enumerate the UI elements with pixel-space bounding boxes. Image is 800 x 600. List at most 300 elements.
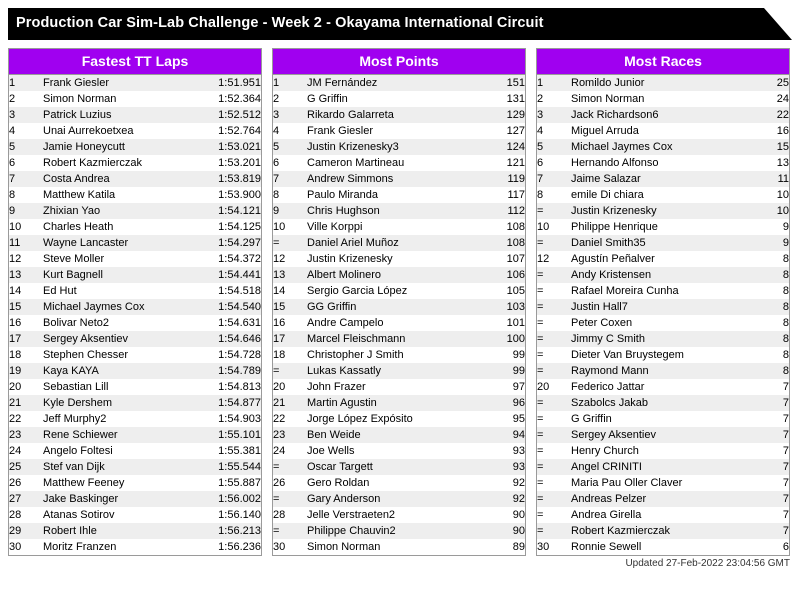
table-row — [9, 475, 261, 491]
row-position: 20 — [537, 379, 571, 395]
row-value: 105 — [467, 283, 525, 299]
table-row — [9, 363, 261, 379]
table-row — [273, 475, 525, 491]
row-position: 10 — [273, 219, 307, 235]
table-row — [273, 427, 525, 443]
row-driver-name: Jeff Murphy2 — [43, 411, 203, 427]
table-row — [9, 235, 261, 251]
updated-timestamp: Updated 27-Feb-2022 23:04:56 GMT — [625, 558, 790, 569]
row-driver-name: Jelle Verstraeten2 — [307, 507, 467, 523]
row-value: 92 — [467, 475, 525, 491]
table-row — [9, 171, 261, 187]
table-row — [273, 299, 525, 315]
table-row — [273, 315, 525, 331]
row-value: 94 — [467, 427, 525, 443]
row-position: 10 — [9, 219, 43, 235]
row-position: = — [537, 267, 571, 283]
row-value: 1:54.540 — [203, 299, 261, 315]
row-position: 5 — [9, 139, 43, 155]
row-driver-name: Philippe Henrique — [571, 219, 731, 235]
row-value: 95 — [467, 411, 525, 427]
row-value: 106 — [467, 267, 525, 283]
row-value: 24 — [731, 91, 789, 107]
table-row — [9, 395, 261, 411]
row-position: = — [273, 491, 307, 507]
row-value: 1:54.903 — [203, 411, 261, 427]
row-driver-name: Gero Roldan — [307, 475, 467, 491]
row-position: 8 — [9, 187, 43, 203]
panel-fastest-tt-laps — [8, 48, 262, 556]
row-value: 1:56.213 — [203, 523, 261, 539]
row-value: 1:56.002 — [203, 491, 261, 507]
table-row — [537, 91, 789, 107]
table-row — [537, 443, 789, 459]
panel-title-fastest-tt-laps: Fastest TT Laps — [9, 49, 261, 75]
row-value: 6 — [731, 539, 789, 555]
row-value: 7 — [731, 523, 789, 539]
row-driver-name: Jack Richardson6 — [571, 107, 731, 123]
table-row — [273, 267, 525, 283]
table-row — [537, 139, 789, 155]
row-position: 5 — [273, 139, 307, 155]
row-position: 12 — [273, 251, 307, 267]
row-driver-name: Frank Giesler — [43, 75, 203, 91]
table-row — [9, 155, 261, 171]
row-value: 1:54.372 — [203, 251, 261, 267]
row-value: 7 — [731, 379, 789, 395]
table-body-most-points — [273, 75, 525, 555]
row-value: 7 — [731, 411, 789, 427]
row-position: 2 — [9, 91, 43, 107]
table-fastest-tt-laps — [9, 75, 261, 555]
row-value: 7 — [731, 475, 789, 491]
row-driver-name: John Frazer — [307, 379, 467, 395]
table-row — [273, 507, 525, 523]
row-value: 1:56.140 — [203, 507, 261, 523]
row-value: 1:54.441 — [203, 267, 261, 283]
row-position: 1 — [9, 75, 43, 91]
row-driver-name: Szabolcs Jakab — [571, 395, 731, 411]
row-position: 4 — [273, 123, 307, 139]
table-row — [273, 155, 525, 171]
table-row — [537, 347, 789, 363]
table-row — [9, 91, 261, 107]
row-position: = — [273, 523, 307, 539]
row-value: 13 — [731, 155, 789, 171]
row-value: 1:53.819 — [203, 171, 261, 187]
row-value: 101 — [467, 315, 525, 331]
row-position: 22 — [9, 411, 43, 427]
row-position: 22 — [273, 411, 307, 427]
row-driver-name: Sergey Aksentiev — [571, 427, 731, 443]
row-position: 9 — [9, 203, 43, 219]
table-row — [537, 123, 789, 139]
row-driver-name: Daniel Ariel Muñoz — [307, 235, 467, 251]
leaderboard-columns — [8, 48, 792, 556]
row-value: 93 — [467, 459, 525, 475]
row-position: 4 — [537, 123, 571, 139]
row-position: 19 — [9, 363, 43, 379]
row-value: 10 — [731, 203, 789, 219]
table-row — [537, 75, 789, 91]
row-driver-name: Daniel Smith35 — [571, 235, 731, 251]
row-value: 1:55.101 — [203, 427, 261, 443]
table-most-points — [273, 75, 525, 555]
row-position: 21 — [9, 395, 43, 411]
row-value: 1:52.364 — [203, 91, 261, 107]
row-position: = — [273, 235, 307, 251]
row-driver-name: Ben Weide — [307, 427, 467, 443]
row-value: 7 — [731, 395, 789, 411]
row-value: 8 — [731, 299, 789, 315]
row-driver-name: Albert Molinero — [307, 267, 467, 283]
row-driver-name: Sebastian Lill — [43, 379, 203, 395]
table-row — [537, 379, 789, 395]
table-row — [9, 523, 261, 539]
row-driver-name: Cameron Martineau — [307, 155, 467, 171]
row-position: 6 — [273, 155, 307, 171]
row-position: = — [537, 203, 571, 219]
row-driver-name: Simon Norman — [307, 539, 467, 555]
row-driver-name: Andrew Simmons — [307, 171, 467, 187]
row-value: 127 — [467, 123, 525, 139]
row-position: 13 — [273, 267, 307, 283]
table-row — [9, 507, 261, 523]
table-row — [9, 411, 261, 427]
row-value: 15 — [731, 139, 789, 155]
row-driver-name: Raymond Mann — [571, 363, 731, 379]
row-value: 112 — [467, 203, 525, 219]
row-driver-name: Dieter Van Bruystegem — [571, 347, 731, 363]
table-row — [9, 491, 261, 507]
row-driver-name: Charles Heath — [43, 219, 203, 235]
row-position: 18 — [273, 347, 307, 363]
table-body-most-races — [537, 75, 789, 555]
row-driver-name: Jorge López Expósito — [307, 411, 467, 427]
row-driver-name: Justin Krizenesky3 — [307, 139, 467, 155]
table-row — [273, 331, 525, 347]
row-position: 16 — [273, 315, 307, 331]
row-position: 12 — [9, 251, 43, 267]
row-position: 26 — [273, 475, 307, 491]
row-position: = — [537, 491, 571, 507]
row-driver-name: Jamie Honeycutt — [43, 139, 203, 155]
row-driver-name: Sergio Garcia López — [307, 283, 467, 299]
row-driver-name: Justin Krizenesky — [571, 203, 731, 219]
row-position: 11 — [9, 235, 43, 251]
row-driver-name: Henry Church — [571, 443, 731, 459]
row-driver-name: emile Di chiara — [571, 187, 731, 203]
table-row — [273, 139, 525, 155]
row-value: 1:55.887 — [203, 475, 261, 491]
row-value: 131 — [467, 91, 525, 107]
row-value: 8 — [731, 251, 789, 267]
row-value: 1:52.764 — [203, 123, 261, 139]
row-driver-name: Simon Norman — [571, 91, 731, 107]
row-driver-name: Simon Norman — [43, 91, 203, 107]
row-driver-name: Ed Hut — [43, 283, 203, 299]
row-position: = — [537, 235, 571, 251]
row-driver-name: Rikardo Galarreta — [307, 107, 467, 123]
row-value: 8 — [731, 347, 789, 363]
table-row — [9, 539, 261, 555]
row-value: 1:54.125 — [203, 219, 261, 235]
row-driver-name: Rene Schiewer — [43, 427, 203, 443]
table-row — [273, 363, 525, 379]
table-row — [537, 155, 789, 171]
row-value: 7 — [731, 427, 789, 443]
table-row — [9, 331, 261, 347]
row-value: 1:54.518 — [203, 283, 261, 299]
row-value: 8 — [731, 363, 789, 379]
row-value: 92 — [467, 491, 525, 507]
row-driver-name: Moritz Franzen — [43, 539, 203, 555]
row-driver-name: Federico Jattar — [571, 379, 731, 395]
row-driver-name: Justin Krizenesky — [307, 251, 467, 267]
row-position: 6 — [537, 155, 571, 171]
row-value: 1:54.877 — [203, 395, 261, 411]
row-position: 4 — [9, 123, 43, 139]
row-driver-name: Andreas Pelzer — [571, 491, 731, 507]
row-position: = — [537, 411, 571, 427]
row-value: 96 — [467, 395, 525, 411]
row-driver-name: Matthew Katila — [43, 187, 203, 203]
table-row — [537, 363, 789, 379]
row-value: 1:55.544 — [203, 459, 261, 475]
table-row — [537, 267, 789, 283]
row-position: 29 — [9, 523, 43, 539]
row-value: 16 — [731, 123, 789, 139]
row-driver-name: Justin Hall7 — [571, 299, 731, 315]
row-value: 1:54.297 — [203, 235, 261, 251]
row-driver-name: Kaya KAYA — [43, 363, 203, 379]
row-value: 8 — [731, 315, 789, 331]
row-driver-name: Robert Kazmierczak — [571, 523, 731, 539]
row-value: 100 — [467, 331, 525, 347]
table-row — [9, 107, 261, 123]
row-position: 1 — [273, 75, 307, 91]
row-value: 9 — [731, 219, 789, 235]
row-value: 119 — [467, 171, 525, 187]
row-driver-name: Kurt Bagnell — [43, 267, 203, 283]
row-value: 124 — [467, 139, 525, 155]
row-position: 10 — [537, 219, 571, 235]
table-row — [9, 219, 261, 235]
row-position: 2 — [537, 91, 571, 107]
row-value: 1:54.813 — [203, 379, 261, 395]
row-driver-name: Bolivar Neto2 — [43, 315, 203, 331]
row-value: 7 — [731, 443, 789, 459]
row-driver-name: Jimmy C Smith — [571, 331, 731, 347]
row-driver-name: Angelo Foltesi — [43, 443, 203, 459]
row-position: = — [537, 475, 571, 491]
table-row — [9, 267, 261, 283]
row-value: 90 — [467, 523, 525, 539]
row-position: 23 — [273, 427, 307, 443]
table-row — [537, 539, 789, 555]
row-position: 17 — [9, 331, 43, 347]
row-driver-name: Andre Campelo — [307, 315, 467, 331]
row-driver-name: Ville Korppi — [307, 219, 467, 235]
row-position: 13 — [9, 267, 43, 283]
table-row — [273, 187, 525, 203]
row-driver-name: Maria Pau Oller Claver — [571, 475, 731, 491]
row-driver-name: Marcel Fleischmann — [307, 331, 467, 347]
row-position: 7 — [537, 171, 571, 187]
row-position: = — [537, 283, 571, 299]
row-value: 97 — [467, 379, 525, 395]
row-driver-name: Atanas Sotirov — [43, 507, 203, 523]
row-position: 25 — [9, 459, 43, 475]
row-driver-name: Andrea Girella — [571, 507, 731, 523]
row-value: 1:53.900 — [203, 187, 261, 203]
row-driver-name: Stef van Dijk — [43, 459, 203, 475]
row-value: 25 — [731, 75, 789, 91]
row-driver-name: Lukas Kassatly — [307, 363, 467, 379]
row-value: 121 — [467, 155, 525, 171]
table-row — [9, 315, 261, 331]
table-row — [9, 123, 261, 139]
table-row — [9, 75, 261, 91]
row-position: 6 — [9, 155, 43, 171]
panel-most-points — [272, 48, 526, 556]
row-position: 30 — [273, 539, 307, 555]
row-position: = — [537, 427, 571, 443]
panel-title-most-races: Most Races — [537, 49, 789, 75]
table-row — [273, 251, 525, 267]
table-row — [9, 283, 261, 299]
row-value: 151 — [467, 75, 525, 91]
row-driver-name: Rafael Moreira Cunha — [571, 283, 731, 299]
row-value: 7 — [731, 459, 789, 475]
table-row — [273, 123, 525, 139]
row-driver-name: G Griffin — [307, 91, 467, 107]
table-row — [537, 107, 789, 123]
table-body-fastest-tt-laps — [9, 75, 261, 555]
row-position: 15 — [9, 299, 43, 315]
panel-title-most-points: Most Points — [273, 49, 525, 75]
row-driver-name: Ronnie Sewell — [571, 539, 731, 555]
row-position: = — [537, 459, 571, 475]
table-row — [9, 187, 261, 203]
row-position: 26 — [9, 475, 43, 491]
row-position: 1 — [537, 75, 571, 91]
row-position: 7 — [273, 171, 307, 187]
row-position: 9 — [273, 203, 307, 219]
row-driver-name: Costa Andrea — [43, 171, 203, 187]
row-position: 8 — [537, 187, 571, 203]
row-value: 7 — [731, 507, 789, 523]
row-driver-name: Philippe Chauvin2 — [307, 523, 467, 539]
table-row — [537, 235, 789, 251]
table-row — [537, 283, 789, 299]
row-position: 17 — [273, 331, 307, 347]
row-driver-name: Miguel Arruda — [571, 123, 731, 139]
table-row — [273, 171, 525, 187]
table-row — [9, 203, 261, 219]
row-driver-name: Zhixian Yao — [43, 203, 203, 219]
row-driver-name: GG Griffin — [307, 299, 467, 315]
row-position: = — [537, 331, 571, 347]
row-position: 5 — [537, 139, 571, 155]
row-position: 21 — [273, 395, 307, 411]
table-row — [273, 523, 525, 539]
row-value: 1:54.728 — [203, 347, 261, 363]
table-row — [273, 395, 525, 411]
table-row — [9, 459, 261, 475]
banner-notch-decoration — [764, 8, 792, 40]
row-driver-name: Michael Jaymes Cox — [43, 299, 203, 315]
table-row — [273, 411, 525, 427]
table-row — [273, 491, 525, 507]
row-position: 7 — [9, 171, 43, 187]
row-value: 99 — [467, 363, 525, 379]
row-position: 2 — [273, 91, 307, 107]
row-value: 22 — [731, 107, 789, 123]
row-driver-name: Jake Baskinger — [43, 491, 203, 507]
table-row — [537, 427, 789, 443]
table-row — [273, 107, 525, 123]
table-row — [273, 203, 525, 219]
row-position: 3 — [537, 107, 571, 123]
row-driver-name: Christopher J Smith — [307, 347, 467, 363]
row-value: 117 — [467, 187, 525, 203]
row-position: 30 — [537, 539, 571, 555]
table-row — [273, 219, 525, 235]
row-position: 20 — [273, 379, 307, 395]
row-value: 8 — [731, 331, 789, 347]
row-value: 90 — [467, 507, 525, 523]
row-driver-name: Wayne Lancaster — [43, 235, 203, 251]
row-value: 1:51.951 — [203, 75, 261, 91]
table-row — [273, 75, 525, 91]
row-position: = — [537, 443, 571, 459]
row-driver-name: Patrick Luzius — [43, 107, 203, 123]
row-position: = — [537, 299, 571, 315]
row-position: 30 — [9, 539, 43, 555]
table-row — [537, 171, 789, 187]
row-position: 18 — [9, 347, 43, 363]
row-value: 9 — [731, 235, 789, 251]
row-position: = — [537, 507, 571, 523]
row-driver-name: Hernando Alfonso — [571, 155, 731, 171]
row-driver-name: Stephen Chesser — [43, 347, 203, 363]
row-position: 15 — [273, 299, 307, 315]
row-value: 10 — [731, 187, 789, 203]
row-value: 108 — [467, 219, 525, 235]
table-row — [9, 443, 261, 459]
table-row — [9, 379, 261, 395]
row-value: 1:52.512 — [203, 107, 261, 123]
row-position: 16 — [9, 315, 43, 331]
row-value: 1:53.021 — [203, 139, 261, 155]
row-value: 99 — [467, 347, 525, 363]
row-driver-name: Paulo Miranda — [307, 187, 467, 203]
row-value: 1:55.381 — [203, 443, 261, 459]
table-row — [537, 507, 789, 523]
table-row — [273, 459, 525, 475]
row-position: 14 — [273, 283, 307, 299]
table-row — [9, 139, 261, 155]
table-row — [537, 411, 789, 427]
row-driver-name: Peter Coxen — [571, 315, 731, 331]
row-driver-name: Unai Aurrekoetxea — [43, 123, 203, 139]
row-driver-name: Agustín Peñalver — [571, 251, 731, 267]
title-banner — [8, 8, 792, 40]
table-row — [537, 299, 789, 315]
row-driver-name: Jaime Salazar — [571, 171, 731, 187]
table-row — [537, 395, 789, 411]
